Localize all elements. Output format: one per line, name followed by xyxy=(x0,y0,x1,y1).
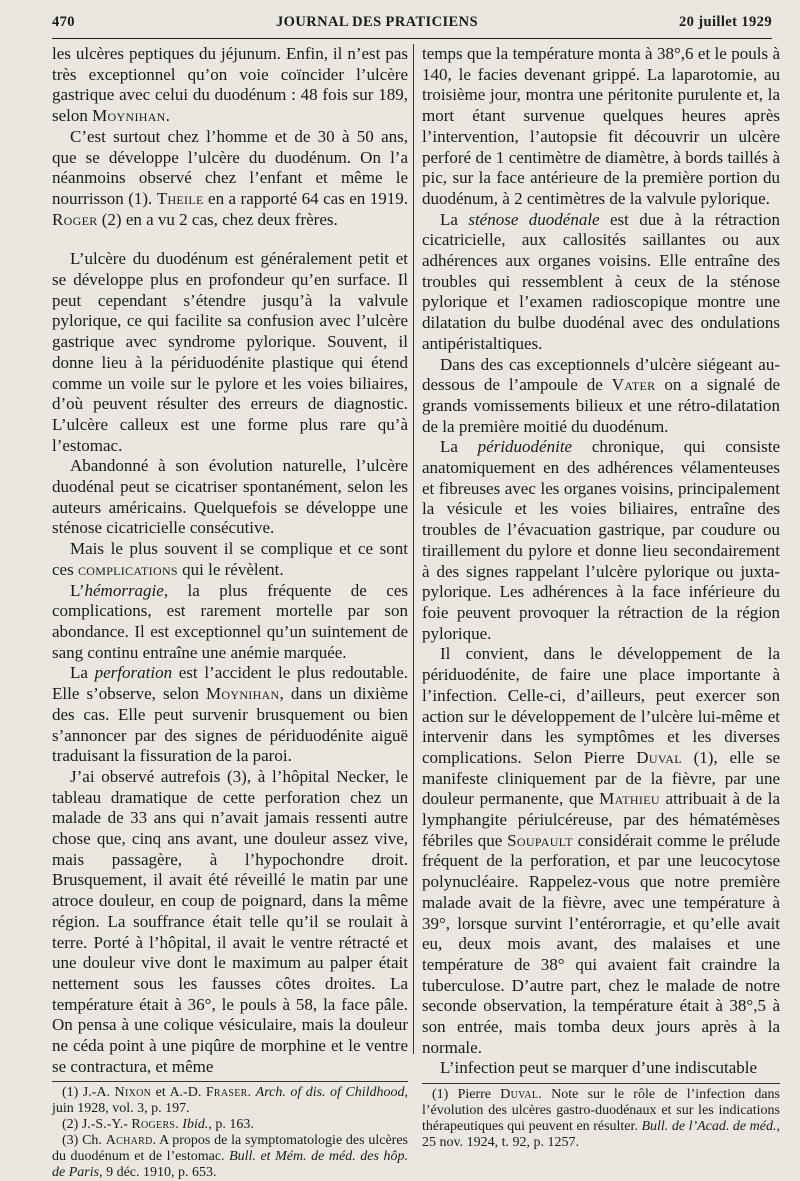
column-divider xyxy=(413,44,414,1054)
paragraph: La sténose duodénale est due à la rétraction cicatricielle, aux callosités saillantes ou aux adhérences aux organes voisins. Elle entraîne des troubles qui ressemblent à ceux de la sténose pylorique et l’examen radioscopique montre une dilatation du bulbe duodénal avec des ondulations antipéristaltiques. xyxy=(422,209,781,353)
left-column xyxy=(52,44,408,1181)
paragraph: Il convient, dans le développement de la périduodénite, de faire une place importante à l’infection. Celle-ci, d’ailleurs, peut exercer son action sur le développement de l’ulcère lui-même et intervenir dans les symptômes et les diverses complications. Selon Pierre Duval (1), elle se manifeste cliniquement par de la fièvre, par une douleur permanente, que Mathieu attribuait à de la lymphangite périulcéreuse, par des hématémèses fébriles que Soupault considérait comme le prélude fréquent de la perforation, et par une leucocytose polynucléaire. Rappelez-vous que notre première malade avait de la fièvre, avec une température à 39°, lorsque survint l’entérorragie, et qu’elle avait eu, deux mois avant, des malaises et une température de 38° qui avaient fait craindre la tuberculose. D’autre part, chez le malade de notre seconde observation, la température était à 38°,5 à son entrée, mais tomba deux jours après à la normale. xyxy=(422,644,780,1057)
footnote: (1) Pierre Duval. Note sur le rôle de l’infection dans l’évolution des ulcères gastro-duodénaux et sur les indications thérapeutiques qui peuvent en résulter. Bull. de l’Acad. de méd., 25 nov. 1924, t. 92, p. 1257. xyxy=(422,1087,780,1151)
paragraph: La périduodénite chronique, qui consiste anatomiquement en des adhérences vélamenteuses et fibreuses avec les organes voisins, principalement la vésicule et les voies biliaires, entraîne des troubles de l’évacuation gastrique, par coudure ou tiraillement du pylore et donne lieu secondairement à des signes rappelant l’ulcère pylorique ou juxta-pylorique. Les adhérences à la face inférieure du foie peuvent provoquer la rétraction de la région pylorique. xyxy=(422,437,781,643)
paragraph: J’ai observé autrefois (3), à l’hôpital Necker, le tableau dramatique de cette perforation chez un malade de 33 ans qui n’avait jamais ressenti autre chose que, cinq ans avant, une douleur assez vive, mais passagère, à l’hypochondre droit. Brusquement, il avait été réveillé le matin par une atroce douleur, en coup de poignard, dans la même région. La souffrance était telle qu’il se roulait à terre. Porté à l’hôpital, il avait le ventre rétracté et une douleur vive dont le maximum au palper était nettement sous les fausses côtes droites. La température était à 36°, le pouls à 58, la face pâle. On pensa à une colique vésiculaire, mais la douleur ne céda point à une piqûre de morphine et le ventre se contractura, et même xyxy=(52,766,408,1076)
page-number: 470 xyxy=(52,14,75,30)
footnotes xyxy=(422,1087,780,1151)
running-header xyxy=(52,14,772,38)
footnote-rule xyxy=(422,1083,780,1084)
paragraph: C’est surtout chez l’homme et de 30 à 50 ans, que se développe l’ulcère du duodénum. On l’a néanmoins observé chez l’enfant et même le nourrisson (1). Theile en a rapporté 64 cas en 1919. Roger (2) en a vu 2 cas, chez deux frères. xyxy=(52,126,408,229)
footnotes xyxy=(52,1085,408,1181)
paragraph: La perforation est l’accident le plus redoutable. Elle s’observe, selon Moynihan, dans un dixième des cas. Elle peut survenir brusquement ou bien s’annoncer par des signes de périduodénite aiguë traduisant la fissuration de la paroi. xyxy=(52,663,409,766)
paragraph: L’ulcère du duodénum est généralement petit et se développe plus en profondeur qu’en surface. Il peut cependant s’étendre jusqu’à la valvule pylorique, ce qui facilite sa confusion avec l’ulcère gastrique avec syndrome pylorique. Souvent, il donne lieu à la périduodénite plastique qui étend comme un voile sur le pylore et les voies biliaires, d’où peuvent résulter des erreurs de diagnostic. L’ulcère calleux est une forme plus rare qu’à l’estomac. xyxy=(52,249,408,455)
header-rule xyxy=(52,38,772,39)
right-column xyxy=(422,44,780,1151)
footnote: (2) J.-S.-Y.- Rogers. Ibid., p. 163. xyxy=(62,1117,254,1133)
paragraph: les ulcères peptiques du jéjunum. Enfin, il n’est pas très exceptionnel qu’on voie coïncider l’ulcère gastrique avec celui du duodénum : 48 fois sur 189, selon Moynihan. xyxy=(52,44,408,126)
paragraph: Mais le plus souvent il se complique et ce sont ces complications qui le révèlent. xyxy=(52,539,408,579)
footnote-rule xyxy=(52,1081,408,1082)
footnote: (1) J.-A. Nixon et A.-D. Fraser. Arch. of dis. of Childhood, juin 1928, vol. 3, p. 197. xyxy=(52,1085,409,1117)
paragraph: temps que la température monta à 38°,6 et le pouls à 140, le facies devenant grippé. La laparotomie, au troisième jour, montra une péritonite purulente et, la mort étant survenue quelques heures après l’intervention, l’autopsie fit découvrir un ulcère perforé de 1 centimètre de diamètre, à bords taillés à pic, sur la face antérieure de la première portion du duodénum, à 2 centimètres de la valvule pylorique. xyxy=(422,44,780,208)
issue-date: 20 juillet 1929 xyxy=(678,14,772,30)
paragraph: Abandonné à son évolution naturelle, l’ulcère duodénal peut se cicatriser spontanément, selon les auteurs américains. Quelquefois se développe une sténose cicatricielle consécutive. xyxy=(52,456,408,538)
paragraph: Dans des cas exceptionnels d’ulcère siégeant au-dessous de l’ampoule de Vater on a signalé de grands vomissements bilieux et une rétro-dilatation de la première moitié du duodénum. xyxy=(422,354,780,436)
paragraph: L’infection peut se marquer d’une indiscutable xyxy=(440,1058,758,1078)
footnote: (3) Ch. Achard. A propos de la symptomatologie des ulcères du duodénum et de l’estomac. Bull. et Mém. de méd. des hôp. de Paris, 9 déc. 1910, p. 653. xyxy=(52,1133,409,1181)
journal-title: JOURNAL DES PRATICIENS xyxy=(276,14,478,30)
paragraph: L’hémorragie, la plus fréquente de ces complications, est rarement mortelle par son abondance. Il est exceptionnel qu’un suintement de sang continu entraîne une anémie marquée. xyxy=(52,580,408,662)
